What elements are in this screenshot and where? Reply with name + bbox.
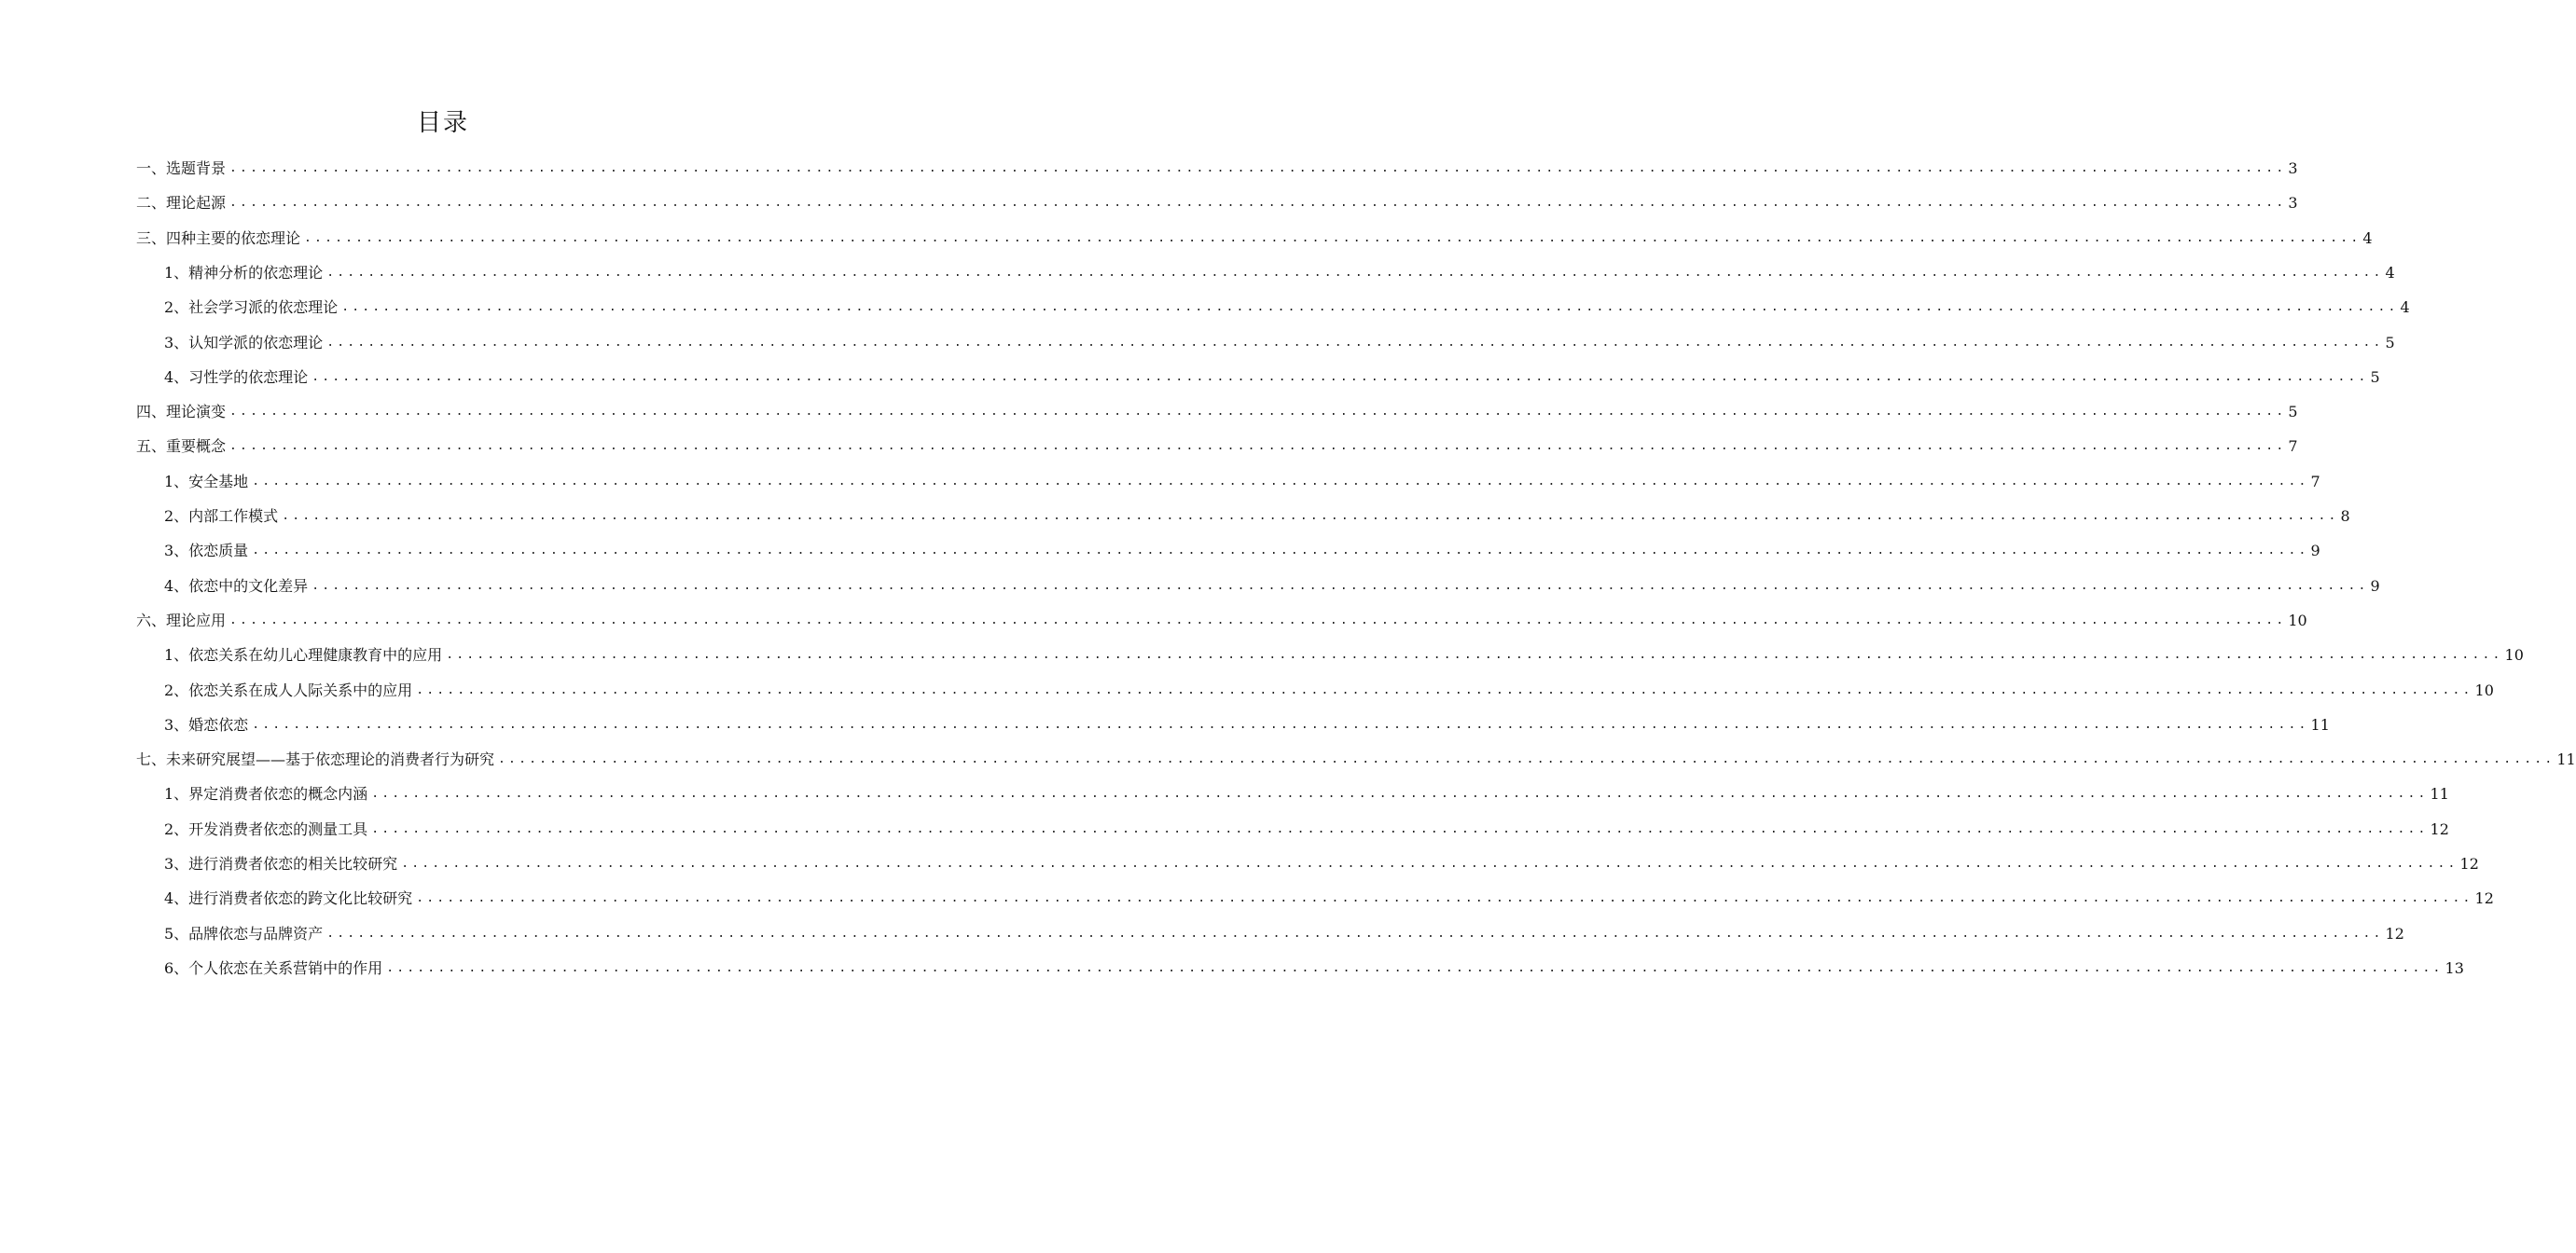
toc-entry[interactable] bbox=[164, 638, 2524, 672]
toc-entry[interactable] bbox=[164, 290, 2410, 324]
toc-entry-label: 二、理论起源 bbox=[136, 194, 227, 213]
toc-dot-leader: ........................................................................................................................................................................................................ bbox=[401, 857, 2458, 871]
toc-dot-leader: ........................................................................................................................................................................................................ bbox=[326, 335, 2384, 350]
toc-entry[interactable] bbox=[164, 533, 2320, 568]
toc-entry[interactable] bbox=[136, 221, 2373, 255]
toc-dot-leader: ........................................................................................................................................................................................................ bbox=[326, 926, 2384, 941]
toc-dot-leader: ........................................................................................................................................................................................................ bbox=[498, 752, 2555, 767]
toc-entry[interactable] bbox=[136, 429, 2298, 463]
toc-entry[interactable] bbox=[164, 881, 2494, 916]
toc-entry[interactable] bbox=[164, 708, 2330, 742]
toc-entry-label: 6、个人依恋在关系营销中的作用 bbox=[164, 958, 383, 977]
toc-entry[interactable] bbox=[136, 603, 2307, 638]
toc-entry-label: 一、选题背景 bbox=[136, 159, 227, 177]
toc-entry-page-number: 11 bbox=[2430, 785, 2449, 804]
toc-entry-label: 1、精神分析的依恋理论 bbox=[164, 263, 324, 282]
toc-entry[interactable] bbox=[136, 742, 2576, 777]
toc-title: 目录 bbox=[416, 109, 469, 137]
toc-entry-page-number: 9 bbox=[2310, 542, 2320, 560]
toc-entry-label: 1、安全基地 bbox=[164, 472, 249, 490]
toc-dot-leader: ........................................................................................................................................................................................................ bbox=[304, 230, 2361, 245]
toc-entry-page-number: 7 bbox=[2310, 472, 2320, 490]
toc-entry[interactable] bbox=[164, 255, 2395, 290]
toc-entry[interactable] bbox=[164, 812, 2449, 847]
toc-entry-page-number: 8 bbox=[2340, 507, 2350, 525]
toc-dot-leader: ........................................................................................................................................................................................................ bbox=[229, 439, 2287, 454]
toc-entry-page-number: 10 bbox=[2504, 646, 2524, 665]
toc-entry-page-number: 9 bbox=[2370, 576, 2380, 595]
toc-entry-label: 4、依恋中的文化差异 bbox=[164, 576, 309, 595]
toc-dot-leader: ........................................................................................................................................................................................................ bbox=[446, 648, 2503, 663]
toc-entry-page-number: 12 bbox=[2430, 819, 2449, 838]
toc-entry[interactable] bbox=[164, 916, 2404, 951]
toc-dot-leader: ........................................................................................................................................................................................................ bbox=[326, 265, 2384, 280]
toc-entry-page-number: 5 bbox=[2385, 333, 2395, 351]
toc-dot-leader: ........................................................................................................................................................................................................ bbox=[229, 613, 2287, 627]
toc-entry-page-number: 4 bbox=[2400, 298, 2410, 317]
toc-entry[interactable] bbox=[136, 186, 2298, 220]
toc-entry-page-number: 5 bbox=[2370, 367, 2380, 386]
toc-dot-leader: ........................................................................................................................................................................................................ bbox=[341, 300, 2399, 315]
toc-entry-label: 四、理论演变 bbox=[136, 403, 227, 421]
toc-entry-label: 3、依恋质量 bbox=[164, 542, 249, 560]
toc-entry-page-number: 11 bbox=[2310, 715, 2330, 734]
toc-entry[interactable] bbox=[164, 951, 2464, 985]
toc-dot-leader: ........................................................................................................................................................................................................ bbox=[229, 196, 2287, 211]
toc-dot-leader: ........................................................................................................................................................................................................ bbox=[386, 960, 2444, 975]
toc-entry-page-number: 10 bbox=[2288, 611, 2307, 629]
toc-dot-leader: ........................................................................................................................................................................................................ bbox=[416, 891, 2473, 906]
toc-entry-label: 六、理论应用 bbox=[136, 611, 227, 629]
toc-dot-leader: ........................................................................................................................................................................................................ bbox=[312, 369, 2369, 384]
toc-entry[interactable] bbox=[164, 777, 2449, 811]
toc-entry-page-number: 4 bbox=[2362, 228, 2373, 247]
toc-entry-page-number: 13 bbox=[2444, 958, 2464, 977]
toc-entry-label: 2、内部工作模式 bbox=[164, 507, 279, 525]
toc-dot-leader: ........................................................................................................................................................................................................ bbox=[282, 509, 2339, 523]
toc-entry-page-number: 10 bbox=[2474, 681, 2494, 699]
toc-entry-label: 1、界定消费者依恋的概念内涵 bbox=[164, 785, 368, 804]
toc-entry-label: 2、社会学习派的依恋理论 bbox=[164, 298, 339, 317]
toc-entry[interactable] bbox=[164, 464, 2320, 499]
toc-dot-leader: ........................................................................................................................................................................................................ bbox=[371, 787, 2429, 802]
toc-dot-leader: ........................................................................................................................................................................................................ bbox=[229, 405, 2287, 420]
toc-dot-leader: ........................................................................................................................................................................................................ bbox=[252, 544, 2309, 558]
toc-entry-page-number: 4 bbox=[2385, 263, 2395, 282]
toc-entry-page-number: 12 bbox=[2459, 855, 2479, 873]
toc-dot-leader: ........................................................................................................................................................................................................ bbox=[252, 474, 2309, 489]
toc-entry-page-number: 3 bbox=[2288, 194, 2298, 213]
toc-entry[interactable] bbox=[164, 325, 2395, 360]
toc-entry-page-number: 3 bbox=[2288, 159, 2298, 177]
toc-entry-label: 2、依恋关系在成人人际关系中的应用 bbox=[164, 681, 413, 699]
toc-entry[interactable] bbox=[164, 569, 2380, 603]
toc-dot-leader: ........................................................................................................................................................................................................ bbox=[416, 682, 2473, 697]
toc-entry-page-number: 7 bbox=[2288, 437, 2298, 456]
toc-entry[interactable] bbox=[164, 360, 2380, 394]
toc-entry-label: 三、四种主要的依恋理论 bbox=[136, 228, 301, 247]
toc-entry-page-number: 12 bbox=[2474, 889, 2494, 908]
toc-entry-label: 3、进行消费者依恋的相关比较研究 bbox=[164, 855, 398, 873]
toc-entry[interactable] bbox=[164, 673, 2494, 708]
toc-entry-page-number: 5 bbox=[2288, 403, 2298, 421]
toc-entry-label: 3、婚恋依恋 bbox=[164, 715, 249, 734]
toc-dot-leader: ........................................................................................................................................................................................................ bbox=[371, 821, 2429, 836]
toc-entry-label: 2、开发消费者依恋的测量工具 bbox=[164, 819, 368, 838]
toc-entry-label: 3、认知学派的依恋理论 bbox=[164, 333, 324, 351]
toc-entry[interactable] bbox=[164, 847, 2479, 881]
toc-dot-leader: ........................................................................................................................................................................................................ bbox=[229, 161, 2287, 175]
toc-dot-leader: ........................................................................................................................................................................................................ bbox=[252, 717, 2309, 732]
toc-dot-leader: ........................................................................................................................................................................................................ bbox=[312, 578, 2369, 593]
toc-entry[interactable] bbox=[136, 394, 2298, 429]
toc-entry[interactable] bbox=[164, 499, 2350, 533]
toc-entry-label: 5、品牌依恋与品牌资产 bbox=[164, 924, 324, 943]
toc-entry-label: 4、进行消费者依恋的跨文化比较研究 bbox=[164, 889, 413, 908]
toc-entry[interactable] bbox=[136, 151, 2298, 186]
toc-entry-page-number: 12 bbox=[2385, 924, 2404, 943]
toc-entry-label: 五、重要概念 bbox=[136, 437, 227, 456]
toc-entry-label: 4、习性学的依恋理论 bbox=[164, 367, 309, 386]
toc-entry-page-number: 11 bbox=[2556, 750, 2576, 769]
toc-entry-label: 七、未来研究展望——基于依恋理论的消费者行为研究 bbox=[136, 750, 495, 769]
toc-entry-label: 1、依恋关系在幼儿心理健康教育中的应用 bbox=[164, 646, 443, 665]
